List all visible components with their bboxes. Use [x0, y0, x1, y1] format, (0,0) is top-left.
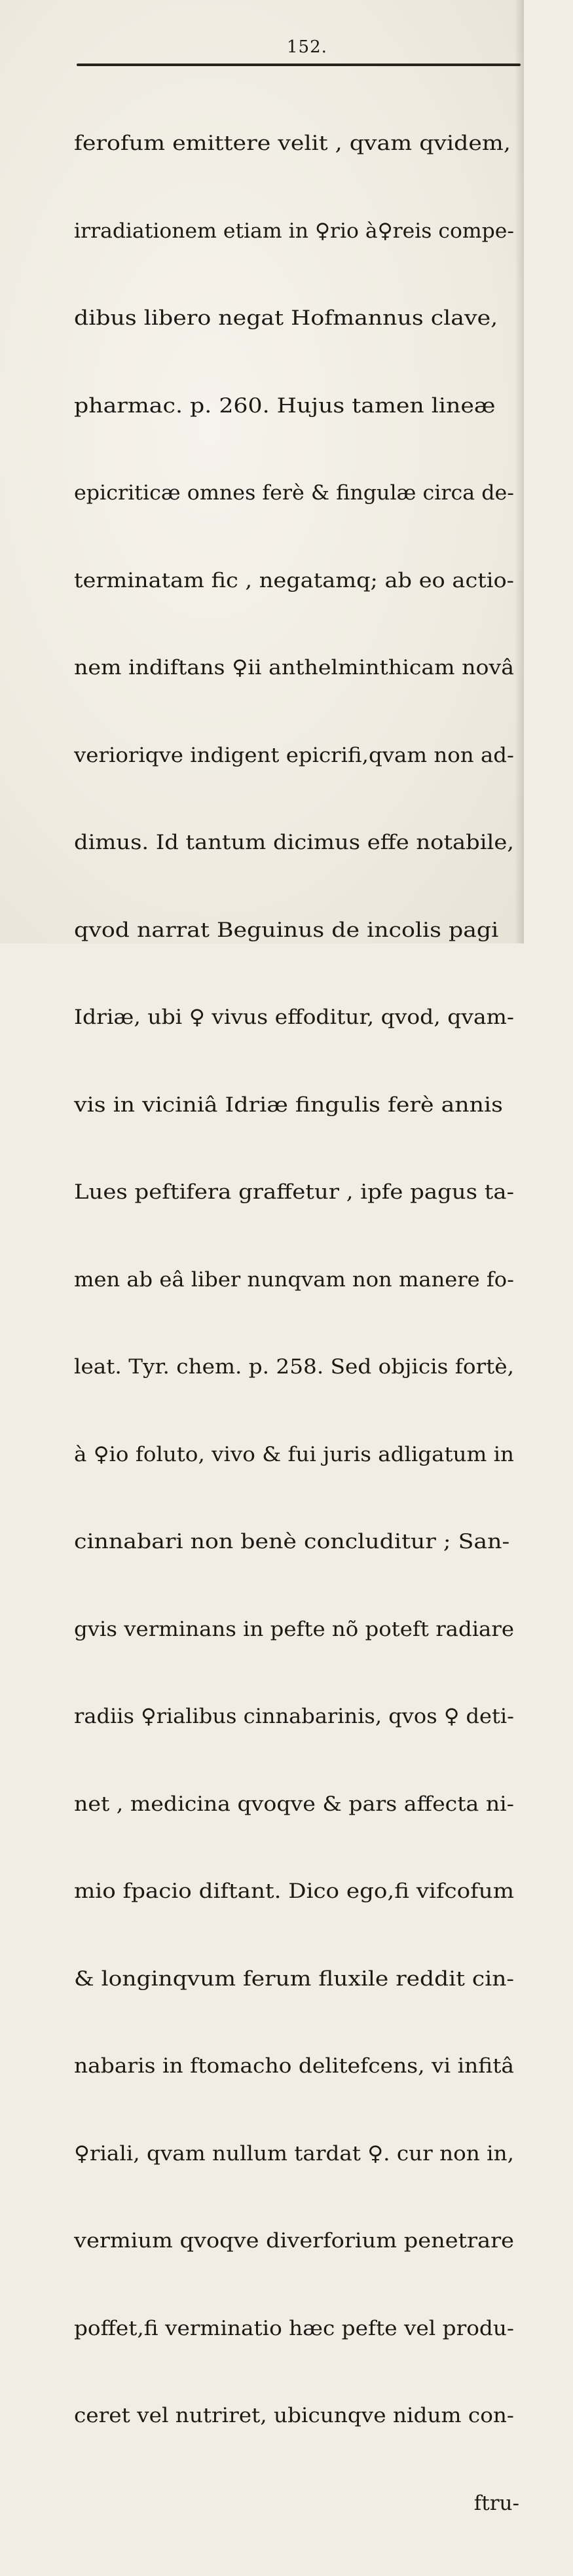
- text-line: Idriæ, ubi ♀ vivus effoditur, qvod, qvam-: [74, 1006, 515, 1029]
- text-line: à ♀io foluto, vivo & fui juris adligatum in: [74, 1442, 515, 1466]
- header-rule: [77, 63, 521, 66]
- text-line: cinnabari non benè concluditur ; San-: [74, 1530, 510, 1553]
- text-line: dimus. Id tantum dicimus effe notabile,: [74, 831, 515, 854]
- text-line: & longinqvum ferum fluxile reddit cin-: [74, 1967, 515, 1991]
- text-line: leat. Tyr. chem. p. 258. Sed objicis fortè,: [74, 1355, 515, 1379]
- text-line: pharmac. p. 260. Hujus tamen lineæ: [74, 393, 496, 418]
- text-line: ceret vel nutriret, ubicunqve nidum con-: [74, 2404, 514, 2427]
- text-line: gvis verminans in pefte nõ poteft radiare: [74, 1617, 514, 1641]
- text-line: nabaris in ftomacho delitefcens, vi infitâ: [74, 2054, 515, 2078]
- text-line: mio fpacio diftant. Dico ego,fi vifcofum: [74, 1879, 515, 1903]
- text-line: poffet,fi verminatio hæc pefte vel produ-: [74, 2316, 514, 2340]
- text-line: qvod narrat Beguinus de incolis pagi: [74, 918, 499, 942]
- text-line: Lues peftifera graffetur , ipfe pagus ta-: [74, 1180, 515, 1204]
- text-line: net , medicina qvoqve & pars affecta ni-: [74, 1792, 514, 1816]
- text-line: radiis ♀rialibus cinnabarinis, qvos ♀ deti-: [74, 1705, 515, 1728]
- text-line: nem indiftans ♀ii anthelminthicam novâ: [74, 656, 515, 680]
- body-text: [74, 71, 519, 2576]
- text-line: dibus libero negat Hofmannus clave,: [74, 306, 498, 330]
- page-number: 152.: [287, 37, 327, 57]
- text-line: vis in viciniâ Idriæ fingulis ferè annis: [74, 1093, 503, 1117]
- text-line: ferofum emittere velit , qvam qvidem,: [74, 132, 511, 155]
- text-line: terminatam fic , negatamq; ab eo actio-: [74, 568, 515, 592]
- text-line: men ab eâ liber nunqvam non manere fo-: [74, 1267, 514, 1292]
- text-line: epicriticæ omnes ferè & fingulæ circa de-: [74, 481, 515, 505]
- text-line: verioriqve indigent epicrifi,qvam non ad-: [74, 743, 514, 767]
- catchword: ftru-: [473, 2491, 519, 2515]
- text-line: vermium qvoqve diverforium penetrare: [74, 2229, 515, 2253]
- text-line: irradiationem etiam in ♀rio à♀reis compe-: [74, 219, 514, 243]
- text-line: ♀riali, qvam nullum tardat ♀. cur non in,: [74, 2141, 515, 2166]
